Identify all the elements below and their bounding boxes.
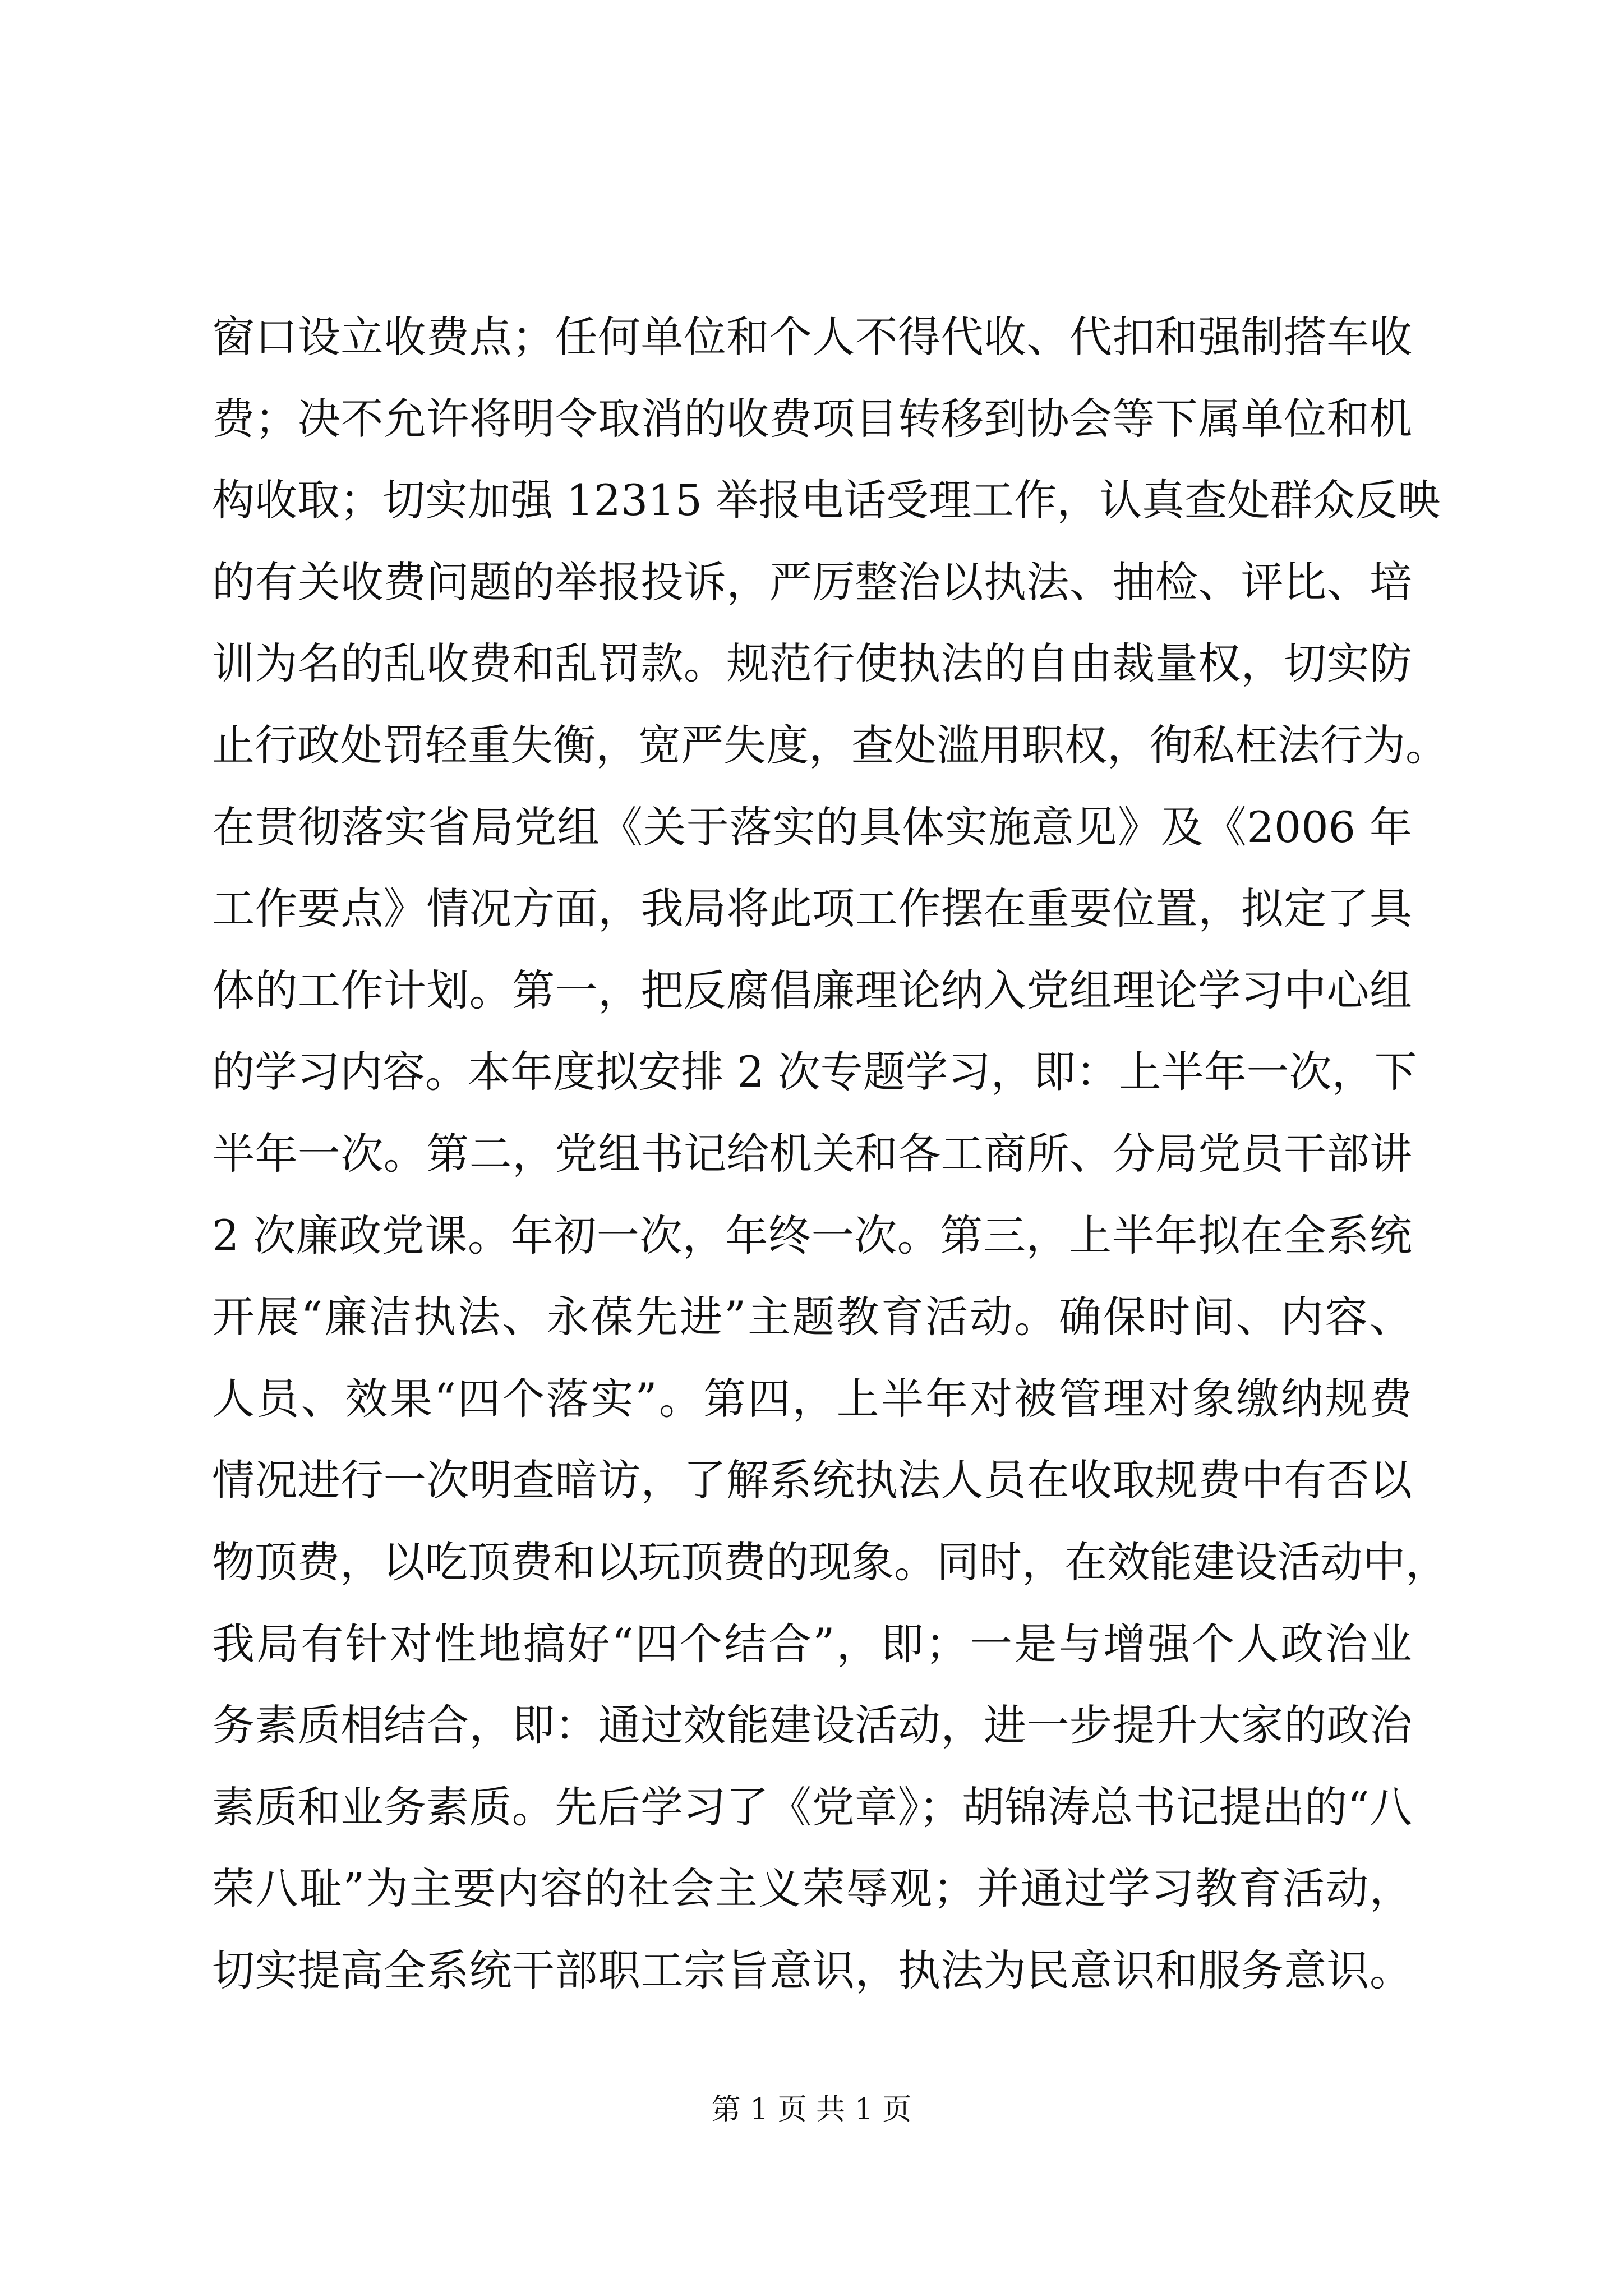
text-line: 的有关收费问题的举报投诉，严厉整治以执法、抽检、评比、培 [212, 556, 1412, 607]
text-line: 费；决不允许将明令取消的收费项目转移到协会等下属单位和机 [212, 393, 1412, 444]
text-line: 训为名的乱收费和乱罚款。规范行使执法的自由裁量权，切实防 [212, 638, 1412, 689]
text-line: 物顶费，以吃顶费和以玩顶费的现象。同时，在效能建设活动中， [212, 1536, 1448, 1587]
text-line: 我局有针对性地搞好“四个结合”，即；一是与增强个人政治业 [212, 1618, 1412, 1669]
text-line: 止行政处罚轻重失衡，宽严失度，查处滥用职权，徇私枉法行为。 [212, 720, 1448, 770]
page-number-footer: 第 1 页 共 1 页 [711, 2093, 912, 2127]
text-line: 素质和业务素质。先后学习了《党章》；胡锦涛总书记提出的“八 [212, 1782, 1412, 1832]
text-line: 构收取；切实加强 12315 举报电话受理工作，认真查处群众反映 [212, 475, 1441, 526]
text-line: 人员、效果“四个落实”。第四，上半年对被管理对象缴纳规费 [212, 1373, 1412, 1424]
text-line: 半年一次。第二，党组书记给机关和各工商所、分局党员干部讲 [212, 1128, 1412, 1179]
text-line: 情况进行一次明查暗访，了解系统执法人员在收取规费中有否以 [212, 1455, 1412, 1506]
body-text [212, 296, 1448, 2011]
text-line: 窗口设立收费点；任何单位和个人不得代收、代扣和强制搭车收 [212, 312, 1412, 362]
text-line: 工作要点》情况方面，我局将此项工作摆在重要位置，拟定了具 [212, 884, 1412, 934]
text-line: 2 次廉政党课。年初一次，年终一次。第三，上半年拟在全系统 [212, 1210, 1412, 1260]
text-line: 的学习内容。本年度拟安排 2 次专题学习，即：上半年一次，下 [212, 1047, 1417, 1097]
text-line: 开展“廉洁执法、永葆先进”主题教育活动。确保时间、内容、 [212, 1292, 1412, 1342]
text-line: 务素质相结合，即：通过效能建设活动，进一步提升大家的政治 [212, 1700, 1412, 1751]
text-line: 切实提高全系统干部职工宗旨意识，执法为民意识和服务意识。 [212, 1945, 1412, 1995]
text-line: 荣八耻”为主要内容的社会主义荣辱观；并通过学习教育活动， [212, 1864, 1412, 1914]
text-line: 体的工作计划。第一，把反腐倡廉理论纳入党组理论学习中心组 [212, 965, 1412, 1015]
text-line: 在贯彻落实省局党组《关于落实的具体实施意见》及《2006 年 [212, 802, 1412, 852]
